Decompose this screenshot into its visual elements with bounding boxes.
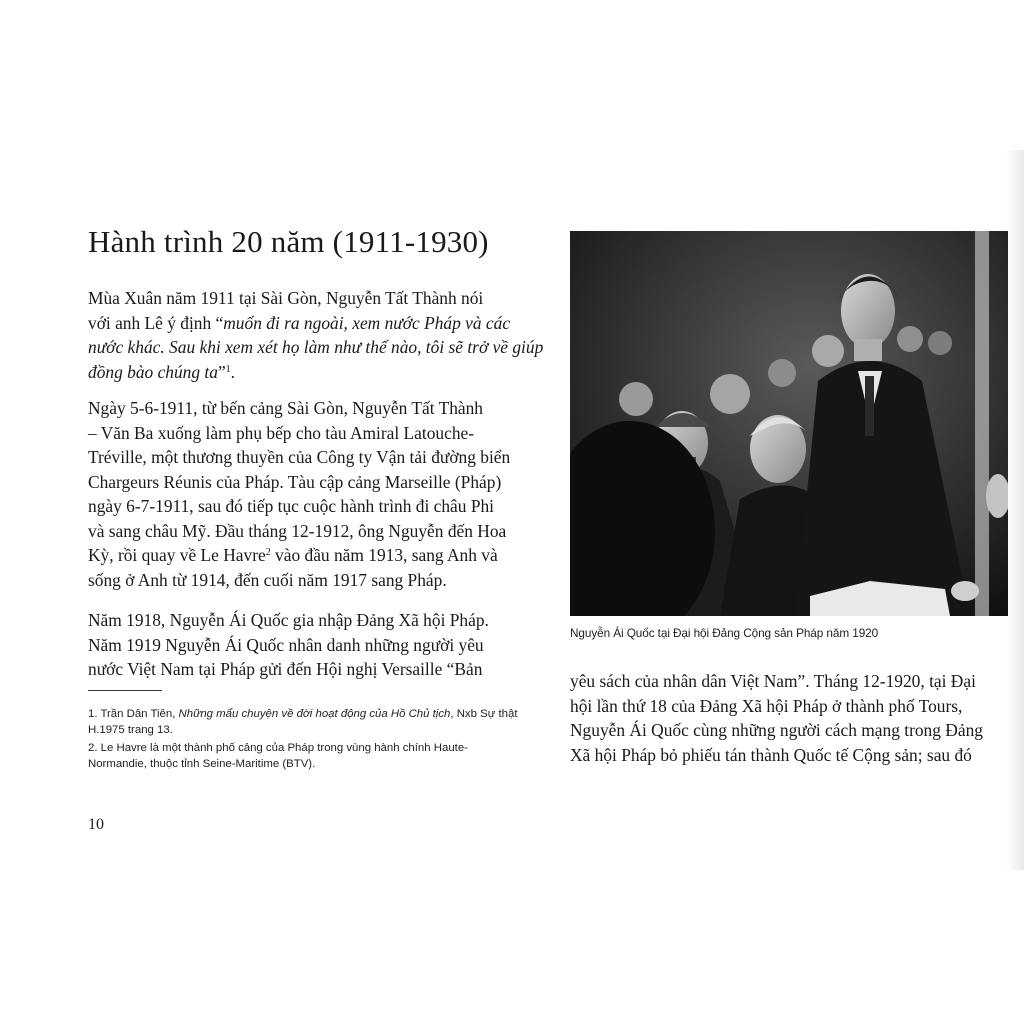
paragraph-2: Ngày 5-6-1911, từ bến cảng Sài Gòn, Nguyễn Tất Thành – Văn Ba xuống làm phụ bếp cho tàu Amiral Latouche- Tréville, một thương thuyền của Công ty Vận tải đường biển Chargeurs Réunis của Pháp. Tàu cập cảng Marseille (Pháp) ngày 6-7-1911, sau đó tiếp tục cuộc hành trình đi châu Phi và sang châu Mỹ. Đầu tháng 12-1912, ông Nguyễn đến Hoa Kỳ, rồi quay về Le Havre$^2$ vào đầu năm 1913, sang Anh và sống ở Anh từ 1914, đến cuối năm 1917 sang Pháp. <box>88 398 511 590</box>
photo-caption: Nguyễn Ái Quốc tại Đại hội Đảng Cộng sản Pháp năm 1920 <box>570 626 879 640</box>
paragraph-3: Năm 1918, Nguyễn Ái Quốc gia nhập Đảng Xã hội Pháp. Năm 1919 Nguyễn Ái Quốc nhân danh những người yêu nước Việt Nam tại Pháp gửi đến Hội nghị Versaille “Bản <box>88 610 489 679</box>
page-number: 10 <box>88 816 104 833</box>
footnote-ref-1[interactable]: 1 <box>225 363 231 375</box>
footnotes <box>88 707 528 775</box>
footnote-ref-2[interactable]: 2 <box>265 547 271 558</box>
footnote-2: 2. Le Havre là một thành phố cảng của Pháp trong vùng hành chính Haute- Normandie, thuộc tỉnh Seine-Maritime (BTV). <box>88 742 468 770</box>
paragraph-4: yêu sách của nhân dân Việt Nam”. Tháng 12-1920, tại Đại hội lần thứ 18 của Đảng Xã hội Pháp ở thành phố Tours, Nguyễn Ái Quốc cùng những người cách mạng trong Đảng Xã hội Pháp bỏ phiếu tán thành Quốc tế Cộng sản; sau đó <box>570 671 983 765</box>
paragraph-1: Mùa Xuân năm 1911 tại Sài Gòn, Nguyễn Tất Thành nói với anh Lê ý định “muốn đi ra ngoài, xem nước Pháp và các nước khác. Sau khi xem xét họ làm như thế nào, tôi sẽ trở về giúp đồng bào chúng ta”$^1$. <box>88 288 544 382</box>
photo-illustration <box>570 231 1008 616</box>
footnote-divider <box>88 690 162 691</box>
historical-photo <box>570 231 1008 616</box>
footnote-1: 1. Trần Dân Tiên, Những mẩu chuyện về đời hoạt động của Hồ Chủ tịch, Nxb Sự thật H.1975 trang 13. <box>88 708 518 736</box>
section-heading: Hành trình 20 năm (1911-1930) <box>88 224 489 259</box>
